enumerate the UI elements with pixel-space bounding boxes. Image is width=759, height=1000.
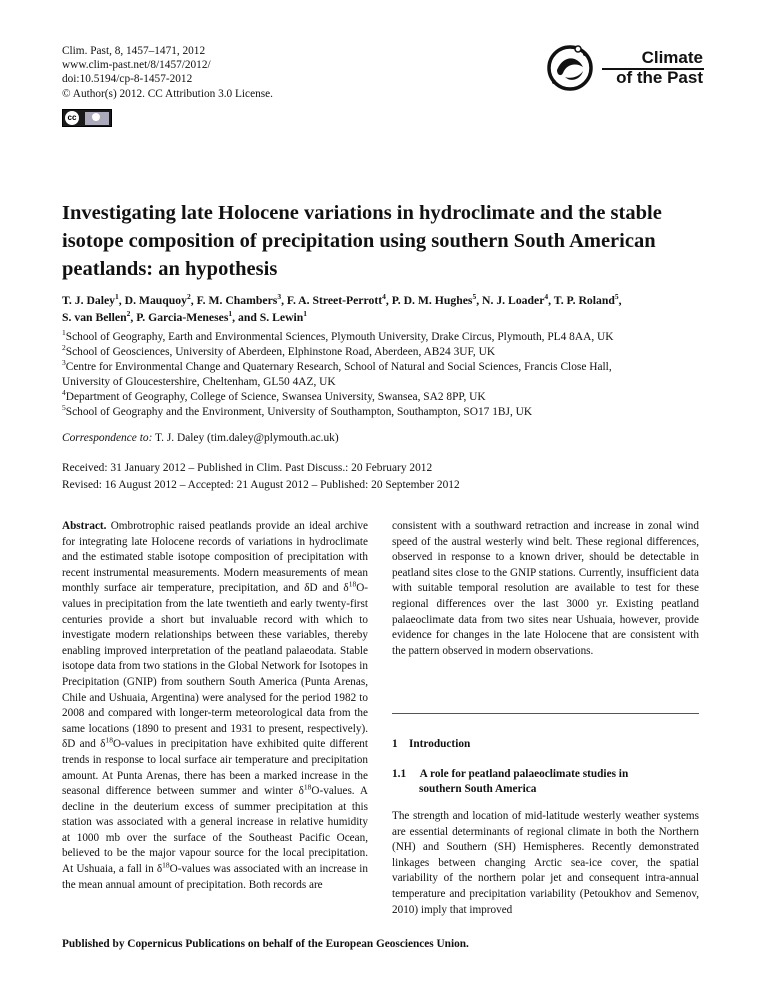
paper-title: Investigating late Holocene variations in hydroclimate and the stable isotope composition of precipitation using southern South American peatlands: an hypothesis <box>62 202 662 280</box>
cc-icon: cc <box>65 111 79 125</box>
journal-name-line2: of the Past <box>616 68 703 87</box>
publication-dates <box>62 460 460 494</box>
author: S. Lewin$^1$ <box>259 309 308 324</box>
license-line: © Author(s) 2012. CC Attribution 3.0 License. <box>62 87 273 100</box>
abstract-column-left <box>62 519 368 893</box>
author: D. Mauquoy$^2$, <box>124 292 197 307</box>
author-list <box>62 292 712 326</box>
author: S. van Bellen$^2$, <box>62 309 137 324</box>
section-divider <box>392 713 699 714</box>
journal-url[interactable]: www.clim-past.net/8/1457/2012/ <box>62 59 211 72</box>
abstract-label: Abstract. <box>62 520 107 532</box>
citation-block <box>62 44 273 101</box>
abstract-continued: consistent with a southward retraction and increase in zonal wind speed of the austral westerly wind belt. These regional differences, observed in response to a known driver, should be detectable in peatland sites close to the GNIP stations. Currently, insufficient data with suitable temporal resolution are available to test for these regional differences over the last 3000 yr. Existing peatland palaeoclimate data from two sites near Ushuaia, however, provide evidence for changes in the late Holocene that are consistent with the pattern observed in modern observations. <box>392 520 699 657</box>
attribution-icon <box>85 112 109 125</box>
journal-name-line1: Climate <box>641 48 703 67</box>
affiliation: $^4$Department of Geography, College of Science, Swansea University, Swansea, SA2 8PP, UK <box>62 388 486 403</box>
received-line: Received: 31 January 2012 – Published in Clim. Past Discuss.: 20 February 2012 <box>62 462 433 474</box>
subsection-heading: 1.1 A role for peatland palaeoclimate studies in southern South America <box>392 768 629 795</box>
affiliation: $^3$Centre for Environmental Change and Quaternary Research, School of Natural and Social Sciences, Francis Close Hall, <box>62 358 612 373</box>
author: P. D. M. Hughes$^5$, <box>391 292 483 307</box>
section-heading-introduction: 1 Introduction <box>392 738 471 750</box>
abstract-column-right <box>392 519 699 659</box>
affiliation-list <box>62 330 722 420</box>
affiliation: $^2$School of Geosciences, University of Aberdeen, Elphinstone Road, Aberdeen, AB24 3UF, UK <box>62 343 496 358</box>
cc-license-icon[interactable] <box>62 109 112 127</box>
abstract: Abstract. Ombrotrophic raised peatlands provide an ideal archive for integrating late Holocene records of variations in hydroclimate and the estimated stable isotope composition of precipitation with recent instrumental measurements. Modern measurements of mean monthly surface air temperature, precipitation, and δD and $\delta^{18}O$-values in precipitation from the late twentieth and early twenty-first centuries provide a short but invaluable record with which to investigate modern relationships between these variables, thereby enabling improved interpretation of the peatland palaeodata. Stable isotope data from two stations in the Global Network for Isotopes in Precipitation (GNIP) from southern South America (Punta Arenas, Chile and Ushuaia, Argentina) were analysed for the period 1982 to 2008 and compared with longer-term meteorological data from the same locations (1890 to present and 1931 to present, respectively). δD and $\delta^{18}O$-values in precipitation have exhibited quite different trends in response to local surface air temperature and precipitation amount. At Punta Arenas, there has been a marked increase in the seasonal difference between summer and winter $\delta^{18}O$-values. A decline in the deuterium excess of summer precipitation at this station was associated with a general increase in relative humidity at 1000 mb over the surface of the Southeast Pacific Ocean, believed to be the major vapour source for the local precipitation. At Ushuaia, a fall in $\delta^{18}O$-values was associated with an increase in the mean annual amount of precipitation. Both records are <box>62 520 368 891</box>
affiliation: $^5$School of Geography and the Environment, University of Southampton, Southampton, SO17 1BJ, UK <box>62 403 533 418</box>
doi[interactable]: doi:10.5194/cp-8-1457-2012 <box>62 73 193 86</box>
citation-line: Clim. Past, 8, 1457–1471, 2012 <box>62 45 206 57</box>
journal-name <box>616 48 703 88</box>
introduction-paragraph: The strength and location of mid-latitude westerly weather systems are essential determinants of regional climate in both the Northern (NH) and Southern (SH) Hemispheres. Recently demonstrated linkages between changing Arctic sea-ice cover, the spatial variability of the northern polar jet and consequent intra-annual temperature and precipitation variability (Petoukhov and Semenov, 2010) imply that improved <box>392 810 699 916</box>
author: F. M. Chambers$^3$, <box>196 292 287 307</box>
publisher-footer: Published by Copernicus Publications on behalf of the European Geosciences Union. <box>62 938 469 950</box>
affiliation: $^1$School of Geography, Earth and Environmental Sciences, Plymouth University, Drake Circus, Plymouth, PL4 8AA, UK <box>62 328 614 343</box>
author: T. J. Daley$^1$, <box>62 292 125 307</box>
author: T. P. Roland$^5$, <box>553 292 622 307</box>
correspondence <box>62 432 339 444</box>
correspondence-text[interactable]: T. J. Daley (tim.daley@plymouth.ac.uk) <box>155 432 339 444</box>
correspondence-label: Correspondence to: <box>62 432 153 444</box>
affiliation: University of Gloucestershire, Cheltenham, GL50 4AZ, UK <box>62 376 336 388</box>
author: P. Garcia-Meneses$^1$, and <box>136 309 260 324</box>
author: N. J. Loader$^4$, <box>482 292 554 307</box>
revised-line: Revised: 16 August 2012 – Accepted: 21 August 2012 – Published: 20 September 2012 <box>62 479 460 491</box>
author: F. A. Street-Perrott$^4$, <box>286 292 392 307</box>
